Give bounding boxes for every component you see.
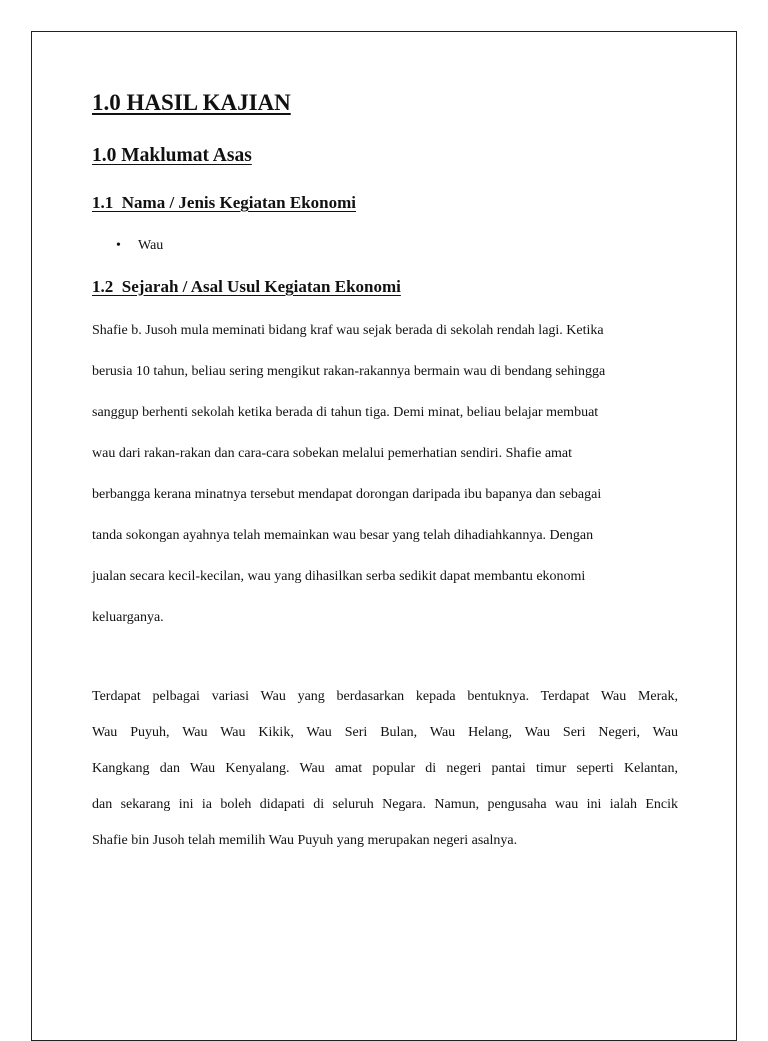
paragraph-line: Terdapat pelbagai variasi Wau yang berdasarkan kepada bentuknya. Terdapat Wau Merak, [92,689,678,704]
list-item-text: Wau [138,238,164,253]
paragraph-line: tanda sokongan ayahnya telah memainkan wau besar yang telah dihadiahkannya. Dengan [92,528,594,543]
paragraph-line: sanggup berhenti sekolah ketika berada di tahun tiga. Demi minat, beliau belajar membuat [92,405,599,420]
paragraph-line: Shafie bin Jusoh telah memilih Wau Puyuh yang merupakan negeri asalnya. [92,833,518,848]
bullet-icon: • [116,238,121,253]
paragraph-line: jualan secara kecil-kecilan, wau yang dihasilkan serba sedikit dapat membantu ekonomi [92,569,586,584]
subsection-heading-1-1: 1.1 Nama / Jenis Kegiatan Ekonomi [92,193,356,212]
paragraph-line: dan sekarang ini ia boleh didapati di seluruh Negara. Namun, pengusaha wau ini ialah Encik [92,797,678,812]
main-heading: 1.0 HASIL KAJIAN [92,90,291,115]
list-item [92,238,163,254]
section-heading: 1.0 Maklumat Asas [92,145,252,166]
history-paragraph [92,310,678,638]
paragraph-line: wau dari rakan-rakan dan cara-cara sobekan melalui pemerhatian sendiri. Shafie amat [92,446,573,461]
paragraph-line: Wau Puyuh, Wau Wau Kikik, Wau Seri Bulan, Wau Helang, Wau Seri Negeri, Wau [92,725,678,740]
paragraph-line: Shafie b. Jusoh mula meminati bidang kraf wau sejak berada di sekolah rendah lagi. Ketika [92,323,604,338]
paragraph-line: Kangkang dan Wau Kenyalang. Wau amat popular di negeri pantai timur seperti Kelantan, [92,761,678,776]
subsection-heading-1-2: 1.2 Sejarah / Asal Usul Kegiatan Ekonomi [92,277,401,296]
paragraph-line: berbangga kerana minatnya tersebut mendapat dorongan daripada ibu bapanya dan sebagai [92,487,602,502]
paragraph-line: keluarganya. [92,610,164,625]
activity-list [92,238,163,254]
document-page [31,31,737,1041]
variants-paragraph [92,679,678,859]
paragraph-line: berusia 10 tahun, beliau sering mengikut rakan-rakannya bermain wau di bendang sehingga [92,364,606,379]
